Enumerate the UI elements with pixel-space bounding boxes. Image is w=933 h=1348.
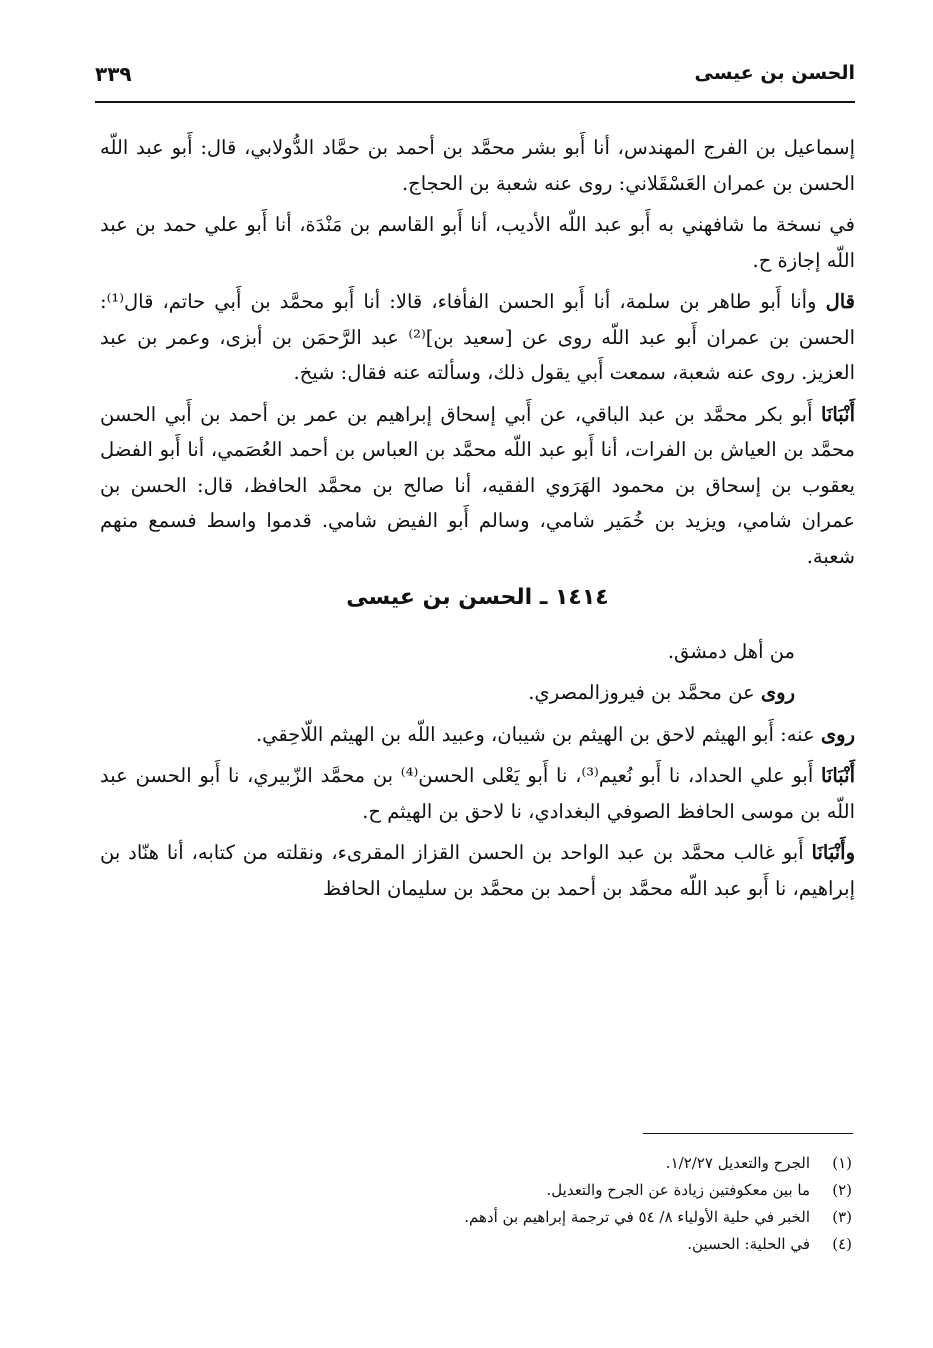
page-number: ٣٣٩ [95,62,132,86]
keyword-anbana: أَنْبَانَا [820,402,855,426]
footnote-divider [643,1133,853,1134]
footnote-item [100,1150,852,1177]
paragraph-1: إسماعيل بن الفرج المهندس، أنا أَبو بشر محمَّد بن أحمد بن حمَّاد الدُّولابي، قال: أَبو عبد اللّه الحسن بن عمران العَسْقَلاني: روى عنه شعبة بن الحجاج. [100,136,855,195]
footnote-number: (٤) [832,1235,852,1253]
footnotes [100,1150,852,1258]
paragraph-2: في نسخة ما شافهني به أَبو عبد اللّه الأديب، أنا أَبو القاسم بن مَنْدَة، أنا أَبو علي حمد بن عبد اللّه إجازة ح. [100,213,855,272]
paragraph-3: قال وأنا أَبو طاهر بن سلمة، أنا أَبو الحسن الفأفاء، قالا: أنا أَبو محمَّد بن أَبي حاتم، قال⁽¹⁾: الحسن بن عمران أَبو عبد اللّه روى عن [سعيد بن]⁽²⁾ عبد الرَّحمَن بن أبزى، وعمر بن عبد العزيز. روى عنه شعبة، سمعت أَبي يقول ذلك، وسألته عنه فقال: شيخ. [100,290,855,384]
footnote-item [100,1204,852,1231]
paragraph-7: روى عنه: أَبو الهيثم لاحق بن الهيثم بن شيبان، وعبيد اللّه بن الهيثم اللّاحِقي. [255,722,855,746]
paragraph-5: من أهل دمشق. [667,639,795,663]
running-title: الحسن بن عيسى [694,62,855,84]
keyword-rawa-anhu: روى [820,722,855,746]
footnote-number: (٣) [832,1208,852,1226]
main-text [100,130,855,912]
paragraph-6: روى عن محمَّد بن فيروزالمصري. [528,681,795,704]
footnote-item [100,1231,852,1258]
header-divider [95,101,855,103]
keyword-rawa: روى [760,681,795,704]
page-header [95,62,855,96]
entry-heading: ١٤١٤ ـ الحسن بن عيسى [346,585,609,610]
footnote-text: الخبر في حلية الأولياء ٨/ ٥٤ في ترجمة إبراهيم بن أدهم. [464,1208,810,1226]
paragraph-9: وأَنْبَانَا أَبو غالب محمَّد بن عبد الواحد بن الحسن القزاز المقرىء، ونقلته من كتابه، أنا هنّاد بن إبراهيم، نا أَبو عبد اللّه محمَّد بن أحمد بن محمَّد بن سليمان الحافظ [100,841,855,900]
footnote-number: (٢) [832,1181,852,1199]
footnote-text: في الحلية: الحسين. [687,1235,810,1253]
footnote-text: الجرح والتعديل ١/٢/٢٧. [665,1154,810,1172]
keyword-anbana-2: أَنْبَانَا [820,764,855,787]
keyword-wa-anbana: وأَنْبَانَا [811,841,855,864]
paragraph-8: أَنْبَانَا أَبو علي الحداد، نا أَبو نُعيم⁽³⁾، نا أَبو يَعْلى الحسن⁽⁴⁾ بن محمَّد الزّبيري، نا أَبو الحسن عبد اللّه بن موسى الحافظ الصوفي البغدادي، نا لاحق بن الهيثم ح. [100,764,855,823]
footnote-item [100,1177,852,1204]
paragraph-4: أَنْبَانَا أَبو بكر محمَّد بن عبد الباقي، عن أَبي إسحاق إبراهيم بن عمر بن أحمد بن أَبي الحسن محمَّد بن العياش بن الفرات، أنا أَبو عبد اللّه محمَّد بن العباس بن أحمد العُصَمي، أنا أَبو الفضل يعقوب بن إسحاق بن محمود الهَرَوي الفقيه، أنا صالح بن محمَّد الحافظ، قال: الحسن بن عمران شامي، ويزيد بن خُمَير شامي، وسالم أَبو الفيض شامي. قدموا واسط فسمع منهم شعبة. [100,402,855,568]
keyword-qala: قال [825,290,855,313]
footnote-text: ما بين معكوفتين زيادة عن الجرح والتعديل. [546,1181,810,1199]
footnote-number: (١) [832,1154,852,1172]
